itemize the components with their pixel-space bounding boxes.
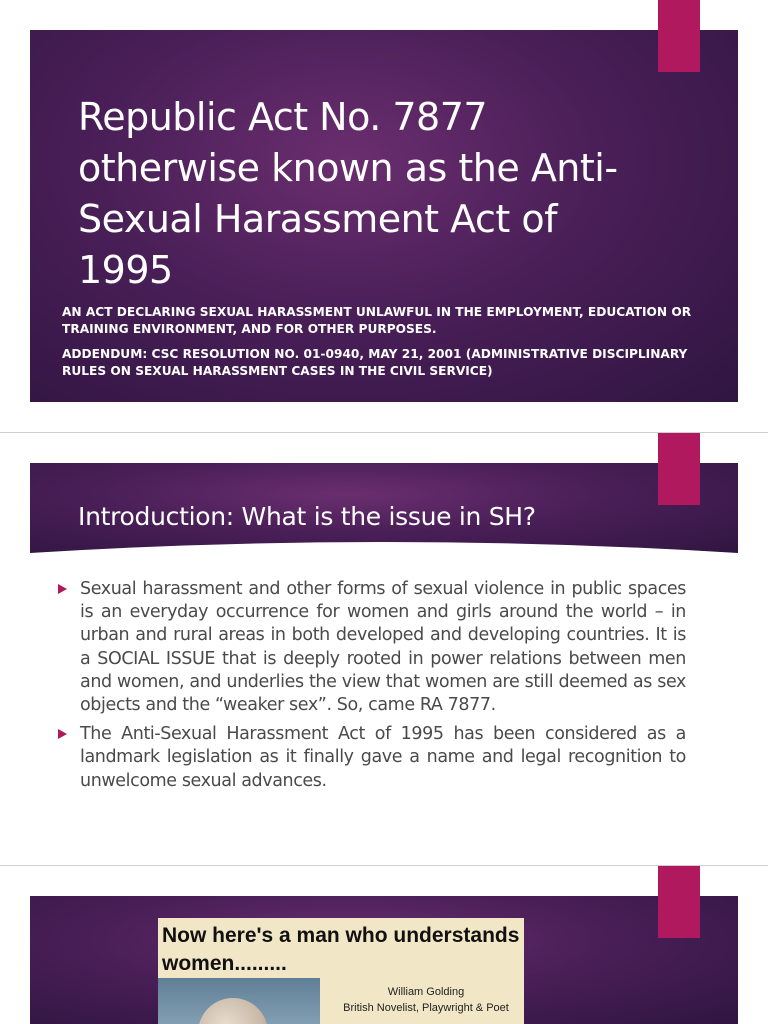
triangle-right-icon [58,584,67,594]
slide-1-subtitle: AN ACT DECLARING SEXUAL HARASSMENT UNLAWFUL IN THE EMPLOYMENT, EDUCATION OR TRAINING ENVIRONMENT, AND FOR OTHER PURPOSES. [62,305,692,336]
slide-2-accent-tab [658,433,700,505]
bullet-item [58,578,686,717]
credit-description: British Novelist, Playwright & Poet [343,1002,509,1014]
meme-credit [328,984,524,1016]
slide-divider [0,865,768,866]
credit-name: William Golding [387,986,465,998]
bullet-text: Sexual harassment and other forms of sexual violence in public spaces is an everyday occurrence for women and girls around the world – in urban and rural areas in both developed and developing countries. It is a SOCIAL ISSUE that is deeply rooted in power relations between men and women, and underlies the view that women are still deemed as sex objects and the “weaker sex”. So, came RA 7877. [80,579,686,716]
slide-1-title: Republic Act No. 7877 otherwise known as the Anti-Sexual Harassment Act of 1995 [78,95,618,292]
slide-1-accent-tab [658,0,700,72]
meme-image [158,918,524,1024]
bullet-text: The Anti-Sexual Harassment Act of 1995 has been considered as a landmark legislation as it finally gave a name and legal recognition to unwelcome sexual advances. [80,724,686,791]
bullet-item [58,723,686,793]
header-curve-shape [30,531,738,553]
slide-1-addendum: ADDENDUM: CSC RESOLUTION NO. 01-0940, MAY 21, 2001 (ADMINISTRATIVE DISCIPLINARY RULES ON SEXUAL HARASSMENT CASES IN THE CIVIL SERVICE) [62,347,688,378]
triangle-right-icon [58,729,67,739]
slide-divider [0,432,768,433]
slide-3-accent-tab [658,866,700,938]
slide-2-title: Introduction: What is the issue in SH? [78,502,536,531]
portrait-photo [158,978,320,1024]
meme-caption: Now here's a man who understands women......... [162,924,520,975]
portrait-face [198,998,268,1024]
slide-2-bullet-list [58,578,686,799]
